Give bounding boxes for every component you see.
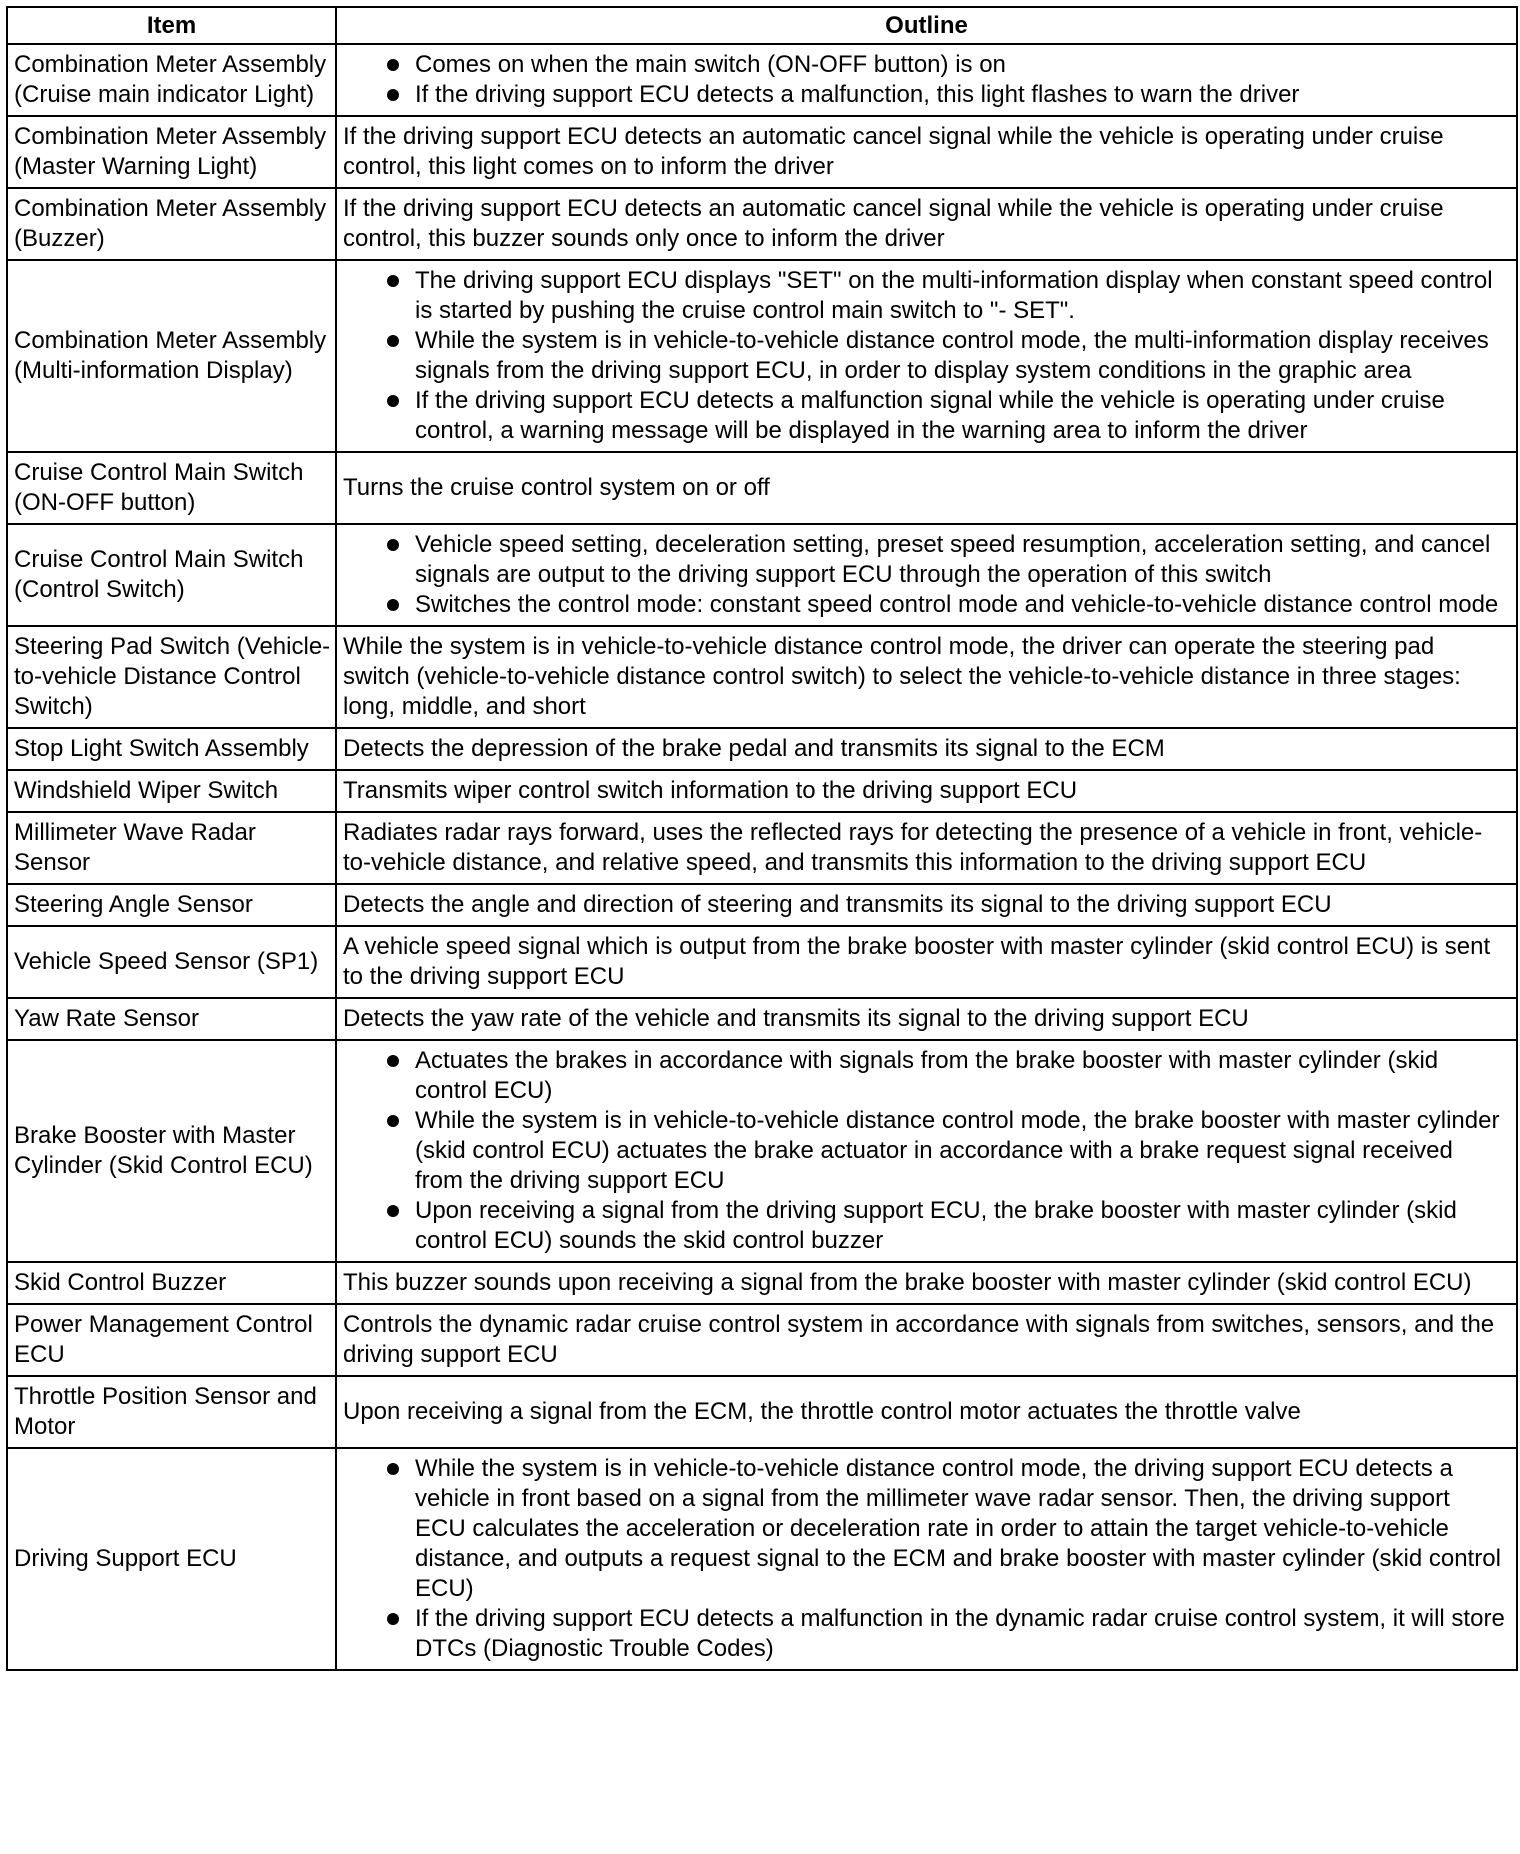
item-cell: Cruise Control Main Switch (ON-OFF button): [7, 452, 336, 524]
bullet-item: If the driving support ECU detects a malfunction, this light flashes to warn the driver: [387, 80, 1506, 110]
table-row: [7, 728, 1517, 770]
table-row: [7, 998, 1517, 1040]
outline-cell: If the driving support ECU detects an automatic cancel signal while the vehicle is operating under cruise control, this buzzer sounds only once to inform the driver: [336, 188, 1517, 260]
bullet-item: Vehicle speed setting, deceleration setting, preset speed resumption, acceleration setting, and cancel signals are output to the driving support ECU through the operation of this switch: [387, 530, 1506, 590]
table-row: [7, 926, 1517, 998]
outline-cell: [336, 524, 1517, 626]
bullet-item: Actuates the brakes in accordance with signals from the brake booster with master cylinder (skid control ECU): [387, 1046, 1506, 1106]
bullet-item: If the driving support ECU detects a malfunction in the dynamic radar cruise control system, it will store DTCs (Diagnostic Trouble Codes): [387, 1604, 1506, 1664]
table-row: [7, 116, 1517, 188]
outline-cell: Turns the cruise control system on or off: [336, 452, 1517, 524]
item-cell: Combination Meter Assembly (Master Warning Light): [7, 116, 336, 188]
bullet-item: Upon receiving a signal from the driving support ECU, the brake booster with master cylinder (skid control ECU) sounds the skid control buzzer: [387, 1196, 1506, 1256]
item-cell: Brake Booster with Master Cylinder (Skid Control ECU): [7, 1040, 336, 1262]
bullet-item: While the system is in vehicle-to-vehicle distance control mode, the multi-information display receives signals from the driving support ECU, in order to display system conditions in the graphic area: [387, 326, 1506, 386]
outline-cell: A vehicle speed signal which is output from the brake booster with master cylinder (skid control ECU) is sent to the driving support ECU: [336, 926, 1517, 998]
item-cell: Steering Angle Sensor: [7, 884, 336, 926]
bullet-item: If the driving support ECU detects a malfunction signal while the vehicle is operating under cruise control, a warning message will be displayed in the warning area to inform the driver: [387, 386, 1506, 446]
bullet-list: [343, 530, 1506, 620]
bullet-item: The driving support ECU displays "SET" on the multi-information display when constant speed control is started by pushing the cruise control main switch to "- SET".: [387, 266, 1506, 326]
outline-cell: This buzzer sounds upon receiving a signal from the brake booster with master cylinder (skid control ECU): [336, 1262, 1517, 1304]
item-cell: Driving Support ECU: [7, 1448, 336, 1670]
table-row: [7, 770, 1517, 812]
table-row: [7, 1376, 1517, 1448]
outline-cell: [336, 1040, 1517, 1262]
table-row: [7, 1040, 1517, 1262]
bullet-item: While the system is in vehicle-to-vehicle distance control mode, the driving support ECU detects a vehicle in front based on a signal from the millimeter wave radar sensor. Then, the driving support ECU calculates the acceleration or deceleration rate in order to attain the target vehicle-to-vehicle distance, and outputs a request signal to the ECM and brake booster with master cylinder (skid control ECU): [387, 1454, 1506, 1604]
outline-cell: [336, 1448, 1517, 1670]
item-cell: Throttle Position Sensor and Motor: [7, 1376, 336, 1448]
item-cell: Skid Control Buzzer: [7, 1262, 336, 1304]
bullet-item: Comes on when the main switch (ON-OFF button) is on: [387, 50, 1506, 80]
item-cell: Vehicle Speed Sensor (SP1): [7, 926, 336, 998]
outline-cell: [336, 44, 1517, 116]
item-cell: Combination Meter Assembly (Multi-information Display): [7, 260, 336, 452]
table-row: [7, 884, 1517, 926]
table-row: [7, 812, 1517, 884]
table-row: [7, 524, 1517, 626]
item-cell: Yaw Rate Sensor: [7, 998, 336, 1040]
table-row: [7, 1262, 1517, 1304]
item-cell: Windshield Wiper Switch: [7, 770, 336, 812]
bullet-item: While the system is in vehicle-to-vehicle distance control mode, the brake booster with master cylinder (skid control ECU) actuates the brake actuator in accordance with a brake request signal received from the driving support ECU: [387, 1106, 1506, 1196]
outline-cell: Detects the angle and direction of steering and transmits its signal to the driving support ECU: [336, 884, 1517, 926]
item-cell: Combination Meter Assembly (Buzzer): [7, 188, 336, 260]
bullet-list: [343, 1046, 1506, 1256]
item-cell: Millimeter Wave Radar Sensor: [7, 812, 336, 884]
table-row: [7, 1448, 1517, 1670]
table-header-row: [7, 7, 1517, 44]
header-outline: Outline: [336, 7, 1517, 44]
outline-cell: If the driving support ECU detects an automatic cancel signal while the vehicle is operating under cruise control, this light comes on to inform the driver: [336, 116, 1517, 188]
item-cell: Power Management Control ECU: [7, 1304, 336, 1376]
table-body: [7, 44, 1517, 1670]
bullet-item: Switches the control mode: constant speed control mode and vehicle-to-vehicle distance control mode: [387, 590, 1506, 620]
component-outline-table: [6, 6, 1518, 1671]
table-row: [7, 1304, 1517, 1376]
bullet-list: [343, 50, 1506, 110]
bullet-list: [343, 1454, 1506, 1664]
bullet-list: [343, 266, 1506, 446]
item-cell: Combination Meter Assembly (Cruise main indicator Light): [7, 44, 336, 116]
header-item: Item: [7, 7, 336, 44]
table-row: [7, 188, 1517, 260]
table-row: [7, 260, 1517, 452]
table-row: [7, 452, 1517, 524]
item-cell: Cruise Control Main Switch (Control Switch): [7, 524, 336, 626]
outline-cell: Detects the yaw rate of the vehicle and transmits its signal to the driving support ECU: [336, 998, 1517, 1040]
outline-cell: [336, 260, 1517, 452]
outline-cell: Controls the dynamic radar cruise control system in accordance with signals from switches, sensors, and the driving support ECU: [336, 1304, 1517, 1376]
outline-cell: Detects the depression of the brake pedal and transmits its signal to the ECM: [336, 728, 1517, 770]
item-cell: Stop Light Switch Assembly: [7, 728, 336, 770]
outline-cell: While the system is in vehicle-to-vehicle distance control mode, the driver can operate the steering pad switch (vehicle-to-vehicle distance control switch) to select the vehicle-to-vehicle distance in three stages: long, middle, and short: [336, 626, 1517, 728]
item-cell: Steering Pad Switch (Vehicle-to-vehicle Distance Control Switch): [7, 626, 336, 728]
outline-cell: Radiates radar rays forward, uses the reflected rays for detecting the presence of a vehicle in front, vehicle-to-vehicle distance, and relative speed, and transmits this information to the driving support ECU: [336, 812, 1517, 884]
table-row: [7, 44, 1517, 116]
outline-cell: Upon receiving a signal from the ECM, the throttle control motor actuates the throttle valve: [336, 1376, 1517, 1448]
table-row: [7, 626, 1517, 728]
outline-cell: Transmits wiper control switch information to the driving support ECU: [336, 770, 1517, 812]
